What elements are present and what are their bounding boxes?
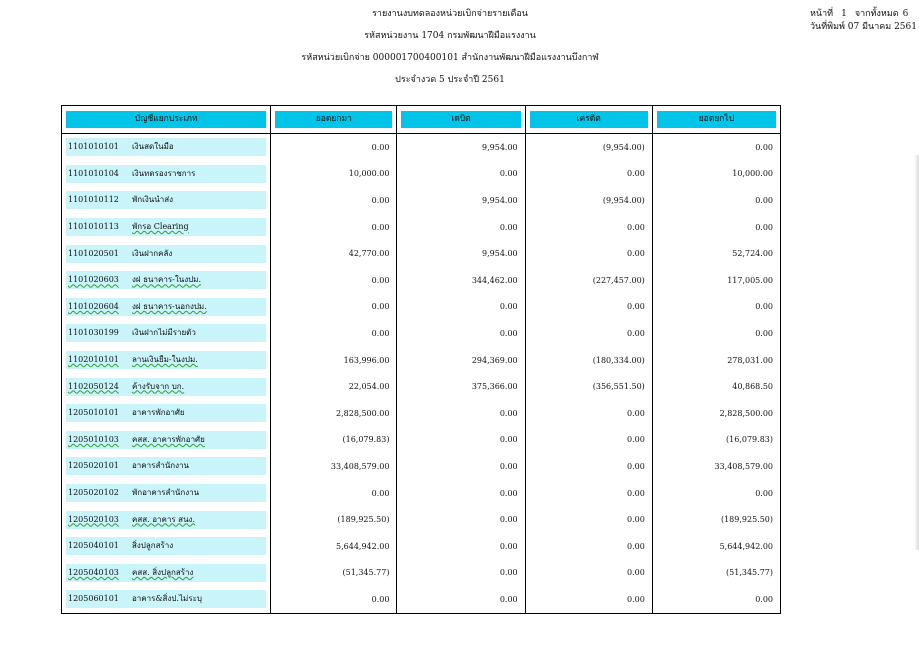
account-cell	[62, 161, 271, 188]
credit-amount: 0.00	[525, 560, 652, 587]
debit-amount: 375,366.00	[397, 373, 525, 400]
opening-balance: 0.00	[271, 187, 397, 214]
table-row	[62, 240, 781, 267]
account-cell	[62, 533, 271, 560]
opening-balance: 5,644,942.00	[271, 533, 397, 560]
table-row	[62, 586, 781, 613]
disbursement-unit-line: รหัสหน่วยเบิกจ่าย 000001700400101 สำนักงานพัฒนาฝีมือแรงงานบึงกาฬ	[301, 53, 599, 63]
opening-balance: 0.00	[271, 134, 397, 161]
account-cell	[62, 506, 271, 533]
opening-balance: 0.00	[271, 480, 397, 507]
account-cell	[62, 240, 271, 267]
col-closing-header	[652, 106, 780, 134]
credit-amount: 0.00	[525, 480, 652, 507]
table-row	[62, 294, 781, 321]
account-name: คสส. อาคาร สนง.	[132, 514, 195, 524]
debit-amount: 0.00	[397, 400, 525, 427]
table-row	[62, 427, 781, 454]
account-cell	[62, 427, 271, 454]
credit-amount: (227,457.00)	[525, 267, 652, 294]
credit-amount: 0.00	[525, 294, 652, 321]
account-cell	[62, 480, 271, 507]
account-code: 1101010101	[68, 142, 119, 152]
account-code: 1101020604	[68, 301, 119, 311]
debit-amount: 344,462.00	[397, 267, 525, 294]
credit-amount: 0.00	[525, 400, 652, 427]
credit-amount: (356,551.50)	[525, 373, 652, 400]
account-code: 1205010101	[68, 408, 119, 418]
debit-amount: 0.00	[397, 427, 525, 454]
account-name: เงินฝากไม่มีรายตัว	[132, 328, 196, 338]
debit-amount: 294,369.00	[397, 347, 525, 374]
account-name: พักอาคารสำนักงาน	[132, 488, 200, 498]
debit-amount: 0.00	[397, 480, 525, 507]
debit-amount: 0.00	[397, 161, 525, 188]
account-name: เงินสดในมือ	[132, 142, 174, 152]
table-row	[62, 161, 781, 188]
table-row	[62, 347, 781, 374]
table-row	[62, 187, 781, 214]
closing-balance: 10,000.00	[652, 161, 780, 188]
table-row	[62, 214, 781, 241]
account-name: เงินทดรองราชการ	[132, 168, 196, 178]
account-cell	[62, 400, 271, 427]
opening-balance: 0.00	[271, 294, 397, 321]
account-name: อาคารพักอาศัย	[132, 408, 185, 418]
closing-balance: 117,005.00	[652, 267, 780, 294]
col-opening-label: ยอดยกมา	[275, 111, 392, 128]
account-code: 1205020101	[68, 461, 119, 471]
account-name: งฝ ธนาคาร-นอกงปม.	[132, 301, 207, 311]
col-account-header	[62, 106, 271, 134]
account-code: 1101010104	[68, 168, 119, 178]
account-name: อาคารสำนักงาน	[132, 461, 189, 471]
page-indicator	[810, 8, 916, 20]
opening-balance: 0.00	[271, 267, 397, 294]
table-row	[62, 373, 781, 400]
debit-amount: 9,954.00	[397, 187, 525, 214]
closing-balance: 40,868.50	[652, 373, 780, 400]
account-name: ค้างรับจาก บก.	[132, 381, 185, 391]
page-number: 1	[841, 9, 847, 19]
period-line: ประจำงวด 5 ประจำปี 2561	[395, 75, 505, 85]
total-label: จากทั้งหมด	[854, 9, 899, 19]
account-cell	[62, 373, 271, 400]
account-cell	[62, 347, 271, 374]
table-header-row	[62, 106, 781, 134]
debit-amount: 0.00	[397, 453, 525, 480]
account-name: งฝ ธนาคาร-ในงปม.	[132, 275, 201, 285]
account-code: 1102050124	[68, 381, 119, 391]
col-debit-label: เดบิต	[401, 111, 520, 128]
debit-amount: 9,954.00	[397, 240, 525, 267]
opening-balance: 163,996.00	[271, 347, 397, 374]
account-cell	[62, 134, 271, 161]
closing-balance: 0.00	[652, 480, 780, 507]
table-row	[62, 267, 781, 294]
account-cell	[62, 187, 271, 214]
closing-balance: (16,079.83)	[652, 427, 780, 454]
debit-amount: 0.00	[397, 533, 525, 560]
account-code: 1101020603	[68, 275, 119, 285]
debit-amount: 0.00	[397, 320, 525, 347]
account-code: 1205040103	[68, 567, 119, 577]
table-row	[62, 400, 781, 427]
account-name: สิ่งปลูกสร้าง	[132, 541, 174, 551]
table-row	[62, 134, 781, 161]
credit-amount: 0.00	[525, 533, 652, 560]
table-row	[62, 453, 781, 480]
account-cell	[62, 560, 271, 587]
debit-amount: 0.00	[397, 506, 525, 533]
table-row	[62, 506, 781, 533]
account-cell	[62, 320, 271, 347]
table-row	[62, 480, 781, 507]
debit-amount: 0.00	[397, 560, 525, 587]
trial-balance-table	[61, 105, 781, 614]
opening-balance: 0.00	[271, 586, 397, 613]
col-account-label: บัญชีแยกประเภท	[66, 111, 266, 128]
account-cell	[62, 586, 271, 613]
opening-balance: (51,345.77)	[271, 560, 397, 587]
credit-amount: 0.00	[525, 453, 652, 480]
account-cell	[62, 267, 271, 294]
account-name: ลานเงินยืม-ในงปม.	[132, 355, 198, 365]
page-label: หน้าที่	[810, 9, 834, 19]
closing-balance: (189,925.50)	[652, 506, 780, 533]
opening-balance: 0.00	[271, 320, 397, 347]
credit-amount: 0.00	[525, 214, 652, 241]
account-name: พักรอ Clearing	[132, 222, 189, 232]
closing-balance: 0.00	[652, 294, 780, 321]
credit-amount: 0.00	[525, 586, 652, 613]
closing-balance: 0.00	[652, 214, 780, 241]
closing-balance: 52,724.00	[652, 240, 780, 267]
credit-amount: (180,334.00)	[525, 347, 652, 374]
account-code: 1101020501	[68, 248, 119, 258]
account-code: 1205020103	[68, 514, 119, 524]
account-code: 1102010101	[68, 355, 119, 365]
col-closing-label: ยอดยกไป	[657, 111, 776, 128]
closing-balance: 0.00	[652, 134, 780, 161]
account-name: คสส. อาคารพักอาศัย	[132, 434, 205, 444]
opening-balance: (189,925.50)	[271, 506, 397, 533]
opening-balance: (16,079.83)	[271, 427, 397, 454]
closing-balance: 0.00	[652, 586, 780, 613]
table-row	[62, 560, 781, 587]
closing-balance: 0.00	[652, 320, 780, 347]
closing-balance: 0.00	[652, 187, 780, 214]
closing-balance: 5,644,942.00	[652, 533, 780, 560]
debit-amount: 0.00	[397, 294, 525, 321]
account-name: อาคาร&สิ่งป.ไม่ระบุ	[132, 594, 202, 604]
credit-amount: (9,954.00)	[525, 187, 652, 214]
account-name: เงินฝากคลัง	[132, 248, 173, 258]
closing-balance: 278,031.00	[652, 347, 780, 374]
account-code: 1101010113	[68, 222, 119, 232]
closing-balance: (51,345.77)	[652, 560, 780, 587]
account-code: 1205010103	[68, 434, 119, 444]
debit-amount: 0.00	[397, 586, 525, 613]
agency-line: รหัสหน่วยงาน 1704 กรมพัฒนาฝีมือแรงงาน	[364, 31, 536, 41]
closing-balance: 33,408,579.00	[652, 453, 780, 480]
report-title: รายงานงบทดลองหน่วยเบิกจ่ายรายเดือน	[372, 9, 528, 19]
opening-balance: 0.00	[271, 214, 397, 241]
credit-amount: (9,954.00)	[525, 134, 652, 161]
col-credit-label: เครดิต	[530, 111, 648, 128]
table-row	[62, 320, 781, 347]
closing-balance: 2,828,500.00	[652, 400, 780, 427]
col-credit-header	[525, 106, 652, 134]
debit-amount: 9,954.00	[397, 134, 525, 161]
credit-amount: 0.00	[525, 506, 652, 533]
scroll-edge	[914, 155, 919, 550]
account-name: คสส. สิ่งปลูกสร้าง	[132, 567, 194, 577]
credit-amount: 0.00	[525, 427, 652, 454]
table-row	[62, 533, 781, 560]
col-debit-header	[397, 106, 525, 134]
total-pages: 6	[902, 9, 909, 19]
credit-amount: 0.00	[525, 161, 652, 188]
print-date: วันที่พิมพ์ 07 มีนาคม 2561	[810, 22, 917, 32]
account-code: 1101030199	[68, 328, 119, 338]
account-code: 1101010112	[68, 195, 119, 205]
account-cell	[62, 453, 271, 480]
account-code: 1205020102	[68, 488, 119, 498]
credit-amount: 0.00	[525, 240, 652, 267]
account-cell	[62, 214, 271, 241]
col-opening-header	[271, 106, 397, 134]
debit-amount: 0.00	[397, 214, 525, 241]
account-name: พักเงินนำส่ง	[132, 195, 173, 205]
credit-amount: 0.00	[525, 320, 652, 347]
opening-balance: 33,408,579.00	[271, 453, 397, 480]
account-cell	[62, 294, 271, 321]
opening-balance: 42,770.00	[271, 240, 397, 267]
account-code: 1205040101	[68, 541, 119, 551]
account-code: 1205060101	[68, 594, 119, 604]
opening-balance: 22,054.00	[271, 373, 397, 400]
opening-balance: 2,828,500.00	[271, 400, 397, 427]
opening-balance: 10,000.00	[271, 161, 397, 188]
